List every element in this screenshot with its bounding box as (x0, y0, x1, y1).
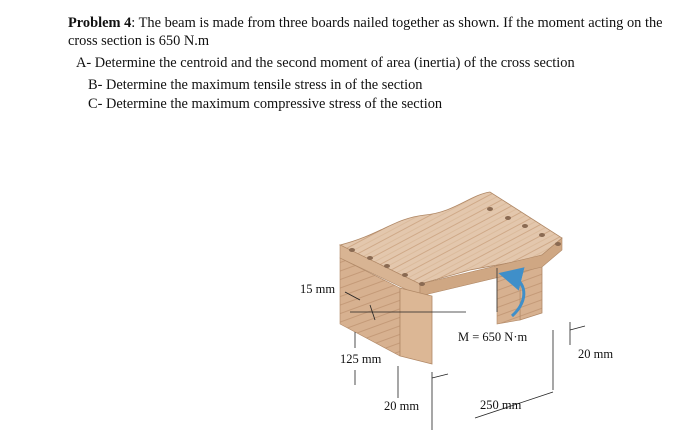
label-width: 250 mm (480, 398, 522, 412)
nail (539, 233, 545, 237)
nail (402, 273, 408, 277)
nail (505, 216, 511, 220)
label-web-thickness-right: 20 mm (578, 347, 614, 361)
nail (419, 282, 425, 286)
part-a: A- Determine the centroid and the second moment of area (inertia) of the cross section (76, 55, 575, 71)
part-b: B- Determine the maximum tensile stress in of the section (88, 77, 423, 93)
nail (522, 224, 528, 228)
part-c: C- Determine the maximum compressive stress of the section (88, 96, 443, 112)
nail (367, 256, 373, 260)
dim-line (432, 374, 448, 378)
left-web-section (400, 288, 432, 364)
label-flange-thickness: 15 mm (300, 282, 336, 296)
nail (384, 264, 390, 268)
nail (349, 248, 355, 252)
problem-statement-text: : The beam is made from three boards nailed together as shown. If the moment acting on the cross section is 650 N.m (68, 15, 663, 49)
nail (487, 207, 493, 211)
label-web-height: 125 mm (340, 352, 382, 366)
dim-line (570, 326, 585, 330)
problem-label: Problem 4 (68, 15, 132, 31)
label-web-thickness-left: 20 mm (384, 399, 420, 413)
label-moment: M = 650 N·m (458, 330, 528, 344)
nail (555, 242, 561, 246)
